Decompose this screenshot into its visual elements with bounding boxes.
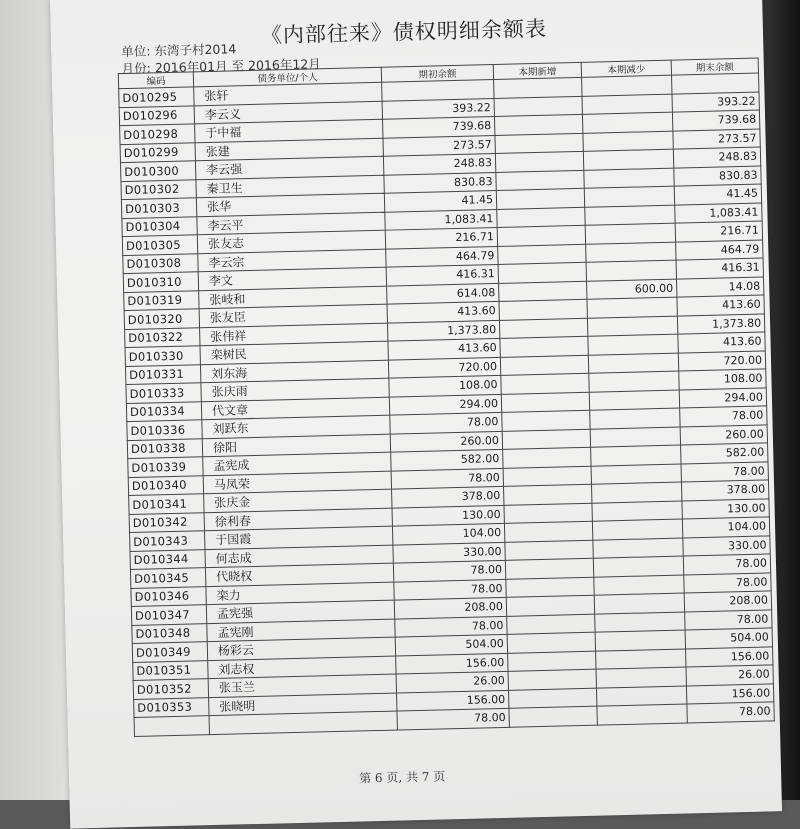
cell-decrease bbox=[586, 242, 676, 263]
cell-decrease bbox=[596, 648, 686, 669]
cell-opening: 156.00 bbox=[397, 690, 509, 711]
cell-code: D010352 bbox=[133, 679, 208, 699]
cell-increase bbox=[497, 225, 585, 246]
cell-name: 秦卫生 bbox=[196, 175, 384, 198]
cell-closing: 1,083.41 bbox=[675, 202, 762, 223]
cell-name: 张伟祥 bbox=[200, 323, 388, 346]
cell-increase bbox=[499, 318, 587, 339]
period-value: 2016年01月 至 2016年12月 bbox=[154, 56, 321, 76]
cell-opening: 1,083.41 bbox=[385, 209, 497, 230]
cell-opening: 156.00 bbox=[396, 653, 508, 674]
header-opening: 期初余额 bbox=[381, 65, 493, 83]
cell-code: D010303 bbox=[121, 198, 196, 218]
cell-name: 徐阳 bbox=[202, 434, 390, 457]
cell-closing: 108.00 bbox=[679, 369, 766, 390]
header-name: 债务单位/个人 bbox=[193, 67, 381, 87]
cell-decrease bbox=[591, 464, 681, 485]
cell-closing: 78.00 bbox=[681, 461, 768, 482]
cell-closing: 156.00 bbox=[686, 646, 773, 667]
cell-code: D010340 bbox=[128, 475, 203, 495]
cell-code: D010308 bbox=[123, 253, 198, 273]
paper-sheet bbox=[50, 0, 782, 829]
cell-code bbox=[134, 716, 209, 736]
cell-decrease bbox=[582, 75, 672, 96]
cell-code: D010343 bbox=[130, 531, 205, 551]
cell-closing: 78.00 bbox=[683, 554, 770, 575]
cell-increase bbox=[498, 262, 586, 283]
cell-code: D010349 bbox=[132, 642, 207, 662]
cell-decrease bbox=[595, 611, 685, 632]
cell-decrease bbox=[596, 685, 686, 706]
cell-decrease bbox=[585, 205, 675, 226]
cell-increase bbox=[503, 466, 591, 487]
cell-closing: 739.68 bbox=[672, 110, 759, 131]
cell-closing: 830.83 bbox=[674, 166, 761, 187]
cell-closing: 330.00 bbox=[683, 535, 770, 556]
cell-decrease bbox=[594, 575, 684, 596]
cell-code: D010322 bbox=[125, 327, 200, 347]
cell-decrease bbox=[588, 334, 678, 355]
cell-closing: 216.71 bbox=[675, 221, 762, 242]
cell-increase bbox=[494, 96, 582, 117]
cell-closing: 413.60 bbox=[678, 332, 765, 353]
cell-opening: 464.79 bbox=[386, 246, 498, 267]
cell-opening: 248.83 bbox=[383, 153, 495, 174]
cell-closing: 78.00 bbox=[687, 702, 774, 723]
cell-decrease bbox=[582, 112, 672, 133]
cell-decrease bbox=[588, 353, 678, 374]
cell-code: D010296 bbox=[119, 105, 194, 125]
cell-closing: 78.00 bbox=[685, 609, 772, 630]
cell-closing: 464.79 bbox=[676, 239, 763, 260]
cell-code: D010298 bbox=[120, 124, 195, 144]
header-code: 编码 bbox=[118, 72, 193, 89]
ledger-table bbox=[118, 58, 775, 737]
cell-code: D010344 bbox=[130, 549, 205, 569]
cell-opening: 294.00 bbox=[389, 394, 501, 415]
cell-closing: 78.00 bbox=[684, 572, 771, 593]
cell-code: D010339 bbox=[128, 457, 203, 477]
cell-opening: 739.68 bbox=[383, 116, 495, 137]
cell-opening: 78.00 bbox=[397, 708, 509, 729]
cell-name: 张华 bbox=[196, 193, 384, 216]
cell-name: 孟宪强 bbox=[206, 600, 394, 623]
cell-opening: 1,373.80 bbox=[387, 320, 499, 341]
cell-code: D010353 bbox=[134, 697, 209, 717]
cell-code: D010348 bbox=[132, 623, 207, 643]
cell-name: 代晓权 bbox=[205, 563, 393, 586]
cell-decrease bbox=[591, 482, 681, 503]
cell-name: 张庆雨 bbox=[201, 378, 389, 401]
cell-closing: 582.00 bbox=[681, 443, 768, 464]
cell-name: 张友志 bbox=[197, 230, 385, 253]
cell-decrease bbox=[590, 408, 680, 429]
cell-opening: 260.00 bbox=[390, 431, 502, 452]
cell-closing: 378.00 bbox=[681, 480, 768, 501]
cell-name: 于国霞 bbox=[205, 526, 393, 549]
cell-closing: 130.00 bbox=[682, 498, 769, 519]
cell-name: 李文 bbox=[198, 267, 386, 290]
cell-closing: 156.00 bbox=[686, 683, 773, 704]
cell-code: D010333 bbox=[126, 383, 201, 403]
cell-opening: 78.00 bbox=[393, 560, 505, 581]
page-footer: 第 6 页, 共 7 页 bbox=[358, 769, 446, 786]
cell-increase bbox=[499, 281, 587, 302]
cell-name: 刘跃东 bbox=[202, 415, 390, 438]
cell-increase bbox=[497, 207, 585, 228]
cell-opening: 78.00 bbox=[394, 579, 506, 600]
cell-code: D010345 bbox=[130, 568, 205, 588]
cell-opening: 330.00 bbox=[393, 542, 505, 563]
cell-closing: 26.00 bbox=[686, 665, 773, 686]
cell-code: D010346 bbox=[131, 586, 206, 606]
cell-decrease bbox=[592, 519, 682, 540]
cell-code: D010331 bbox=[125, 364, 200, 384]
cell-decrease: 600.00 bbox=[587, 279, 677, 300]
cell-code: D010320 bbox=[124, 309, 199, 329]
cell-increase bbox=[495, 151, 583, 172]
cell-decrease bbox=[590, 427, 680, 448]
cell-decrease bbox=[593, 538, 683, 559]
cell-name: 孟宪刚 bbox=[207, 619, 395, 642]
cell-increase bbox=[496, 188, 584, 209]
cell-decrease bbox=[589, 371, 679, 392]
cell-opening: 78.00 bbox=[391, 468, 503, 489]
ledger-body bbox=[119, 73, 775, 736]
cell-decrease bbox=[591, 445, 681, 466]
cell-name: 代文章 bbox=[201, 397, 389, 420]
cell-opening: 130.00 bbox=[392, 505, 504, 526]
cell-code: D010304 bbox=[122, 216, 197, 236]
cell-increase bbox=[500, 336, 588, 357]
cell-name: 栾力 bbox=[206, 582, 394, 605]
cell-opening: 582.00 bbox=[391, 449, 503, 470]
cell-code: D010338 bbox=[127, 438, 202, 458]
cell-name: 张庆金 bbox=[204, 489, 392, 512]
cell-increase bbox=[504, 521, 592, 542]
cell-increase bbox=[494, 114, 582, 135]
cell-decrease bbox=[592, 501, 682, 522]
cell-increase bbox=[496, 170, 584, 191]
cell-increase bbox=[506, 595, 594, 616]
cell-increase bbox=[494, 77, 582, 98]
cell-name: 张岐和 bbox=[199, 286, 387, 309]
cell-increase bbox=[506, 577, 594, 598]
cell-increase bbox=[505, 540, 593, 561]
cell-closing: 14.08 bbox=[676, 276, 763, 297]
cell-closing: 294.00 bbox=[679, 387, 766, 408]
cell-decrease bbox=[597, 704, 687, 725]
header-increase: 本期新增 bbox=[493, 62, 581, 79]
cell-closing: 41.45 bbox=[674, 184, 761, 205]
cell-code: D010347 bbox=[131, 605, 206, 625]
cell-increase bbox=[507, 632, 595, 653]
cell-increase bbox=[504, 484, 592, 505]
cell-name: 马凤荣 bbox=[203, 471, 391, 494]
cell-opening: 208.00 bbox=[394, 597, 506, 618]
cell-name: 李云强 bbox=[195, 156, 383, 179]
cell-code: D010310 bbox=[123, 272, 198, 292]
cell-name: 李云平 bbox=[197, 212, 385, 235]
cell-opening: 614.08 bbox=[387, 283, 499, 304]
cell-name: 李云宗 bbox=[198, 249, 386, 272]
cell-name: 孟宪成 bbox=[203, 452, 391, 475]
cell-decrease bbox=[583, 149, 673, 170]
cell-increase bbox=[502, 429, 590, 450]
cell-closing: 504.00 bbox=[685, 628, 772, 649]
cell-increase bbox=[498, 244, 586, 265]
cell-name: 张晓明 bbox=[209, 693, 397, 716]
cell-name: 刘东海 bbox=[200, 360, 388, 383]
cell-code: D010319 bbox=[124, 290, 199, 310]
cell-decrease bbox=[594, 593, 684, 614]
cell-increase bbox=[504, 503, 592, 524]
cell-opening: 830.83 bbox=[384, 172, 496, 193]
cell-closing: 413.60 bbox=[677, 295, 764, 316]
cell-decrease bbox=[593, 556, 683, 577]
cell-closing: 104.00 bbox=[682, 517, 769, 538]
cell-opening: 720.00 bbox=[388, 357, 500, 378]
cell-increase bbox=[507, 614, 595, 635]
cell-name: 栾树民 bbox=[200, 341, 388, 364]
cell-opening: 78.00 bbox=[390, 412, 502, 433]
cell-closing bbox=[672, 73, 759, 94]
cell-name: 于中福 bbox=[195, 119, 383, 142]
cell-increase bbox=[500, 355, 588, 376]
cell-increase bbox=[502, 410, 590, 431]
cell-closing: 1,373.80 bbox=[677, 313, 764, 334]
cell-decrease bbox=[585, 223, 675, 244]
cell-code: D010351 bbox=[133, 660, 208, 680]
period-label: 月份: bbox=[121, 60, 152, 77]
cell-opening: 78.00 bbox=[395, 616, 507, 637]
cell-closing: 248.83 bbox=[673, 147, 760, 168]
cell-increase bbox=[505, 558, 593, 579]
cell-opening: 41.45 bbox=[384, 190, 496, 211]
cell-name: 张友臣 bbox=[199, 304, 387, 327]
cell-opening: 413.60 bbox=[388, 338, 500, 359]
cell-opening: 216.71 bbox=[385, 227, 497, 248]
cell-name: 杨彩云 bbox=[207, 637, 395, 660]
cell-code: D010299 bbox=[120, 142, 195, 162]
cell-opening: 393.22 bbox=[382, 98, 494, 119]
cell-name: 徐利春 bbox=[204, 508, 392, 531]
cell-opening: 504.00 bbox=[395, 634, 507, 655]
cell-code: D010336 bbox=[127, 420, 202, 440]
cell-closing: 720.00 bbox=[678, 350, 765, 371]
cell-code: D010295 bbox=[119, 87, 194, 107]
cell-opening: 416.31 bbox=[386, 264, 498, 285]
cell-closing: 416.31 bbox=[676, 258, 763, 279]
cell-name: 张轩 bbox=[194, 82, 382, 105]
cell-opening: 273.57 bbox=[383, 135, 495, 156]
cell-code: D010305 bbox=[122, 235, 197, 255]
cell-name: 张玉兰 bbox=[208, 674, 396, 697]
cell-decrease bbox=[584, 168, 674, 189]
cell-opening: 104.00 bbox=[392, 523, 504, 544]
cell-closing: 393.22 bbox=[672, 92, 759, 113]
unit-value: 东湾子村2014 bbox=[154, 41, 237, 59]
header-decrease: 本期减少 bbox=[581, 60, 671, 77]
cell-decrease bbox=[586, 260, 676, 281]
cell-name: 张建 bbox=[195, 138, 383, 161]
cell-decrease bbox=[595, 630, 685, 651]
cell-increase bbox=[508, 688, 596, 709]
cell-closing: 208.00 bbox=[684, 591, 771, 612]
cell-opening: 26.00 bbox=[396, 671, 508, 692]
cell-increase bbox=[508, 651, 596, 672]
cell-decrease bbox=[584, 186, 674, 207]
cell-decrease bbox=[589, 390, 679, 411]
cell-closing: 273.57 bbox=[673, 129, 760, 150]
cell-closing: 78.00 bbox=[680, 406, 767, 427]
cell-decrease bbox=[587, 316, 677, 337]
cell-decrease bbox=[596, 667, 686, 688]
cell-decrease bbox=[587, 297, 677, 318]
cell-increase bbox=[501, 373, 589, 394]
cell-increase bbox=[508, 669, 596, 690]
cell-increase bbox=[509, 706, 597, 727]
cell-code: D010300 bbox=[120, 161, 195, 181]
cell-decrease bbox=[583, 131, 673, 152]
document-title: 《内部往来》债权明细余额表 bbox=[260, 16, 548, 48]
cell-code: D010330 bbox=[125, 346, 200, 366]
cell-opening: 378.00 bbox=[392, 486, 504, 507]
cell-increase bbox=[495, 133, 583, 154]
cell-name: 李云义 bbox=[194, 101, 382, 124]
cell-code: D010341 bbox=[129, 494, 204, 514]
cell-increase bbox=[501, 392, 589, 413]
cell-closing: 260.00 bbox=[680, 424, 767, 445]
cell-decrease bbox=[582, 94, 672, 115]
cell-increase bbox=[499, 299, 587, 320]
cell-opening: 413.60 bbox=[387, 301, 499, 322]
cell-name: 何志成 bbox=[205, 545, 393, 568]
cell-name: 刘志权 bbox=[208, 656, 396, 679]
unit-label: 单位: bbox=[121, 43, 151, 60]
cell-code: D010342 bbox=[129, 512, 204, 532]
header-closing: 期末余额 bbox=[671, 58, 758, 75]
cell-name bbox=[209, 711, 397, 734]
cell-code: D010334 bbox=[126, 401, 201, 421]
cell-code: D010302 bbox=[121, 179, 196, 199]
cell-increase bbox=[503, 447, 591, 468]
cell-opening: 108.00 bbox=[389, 375, 501, 396]
